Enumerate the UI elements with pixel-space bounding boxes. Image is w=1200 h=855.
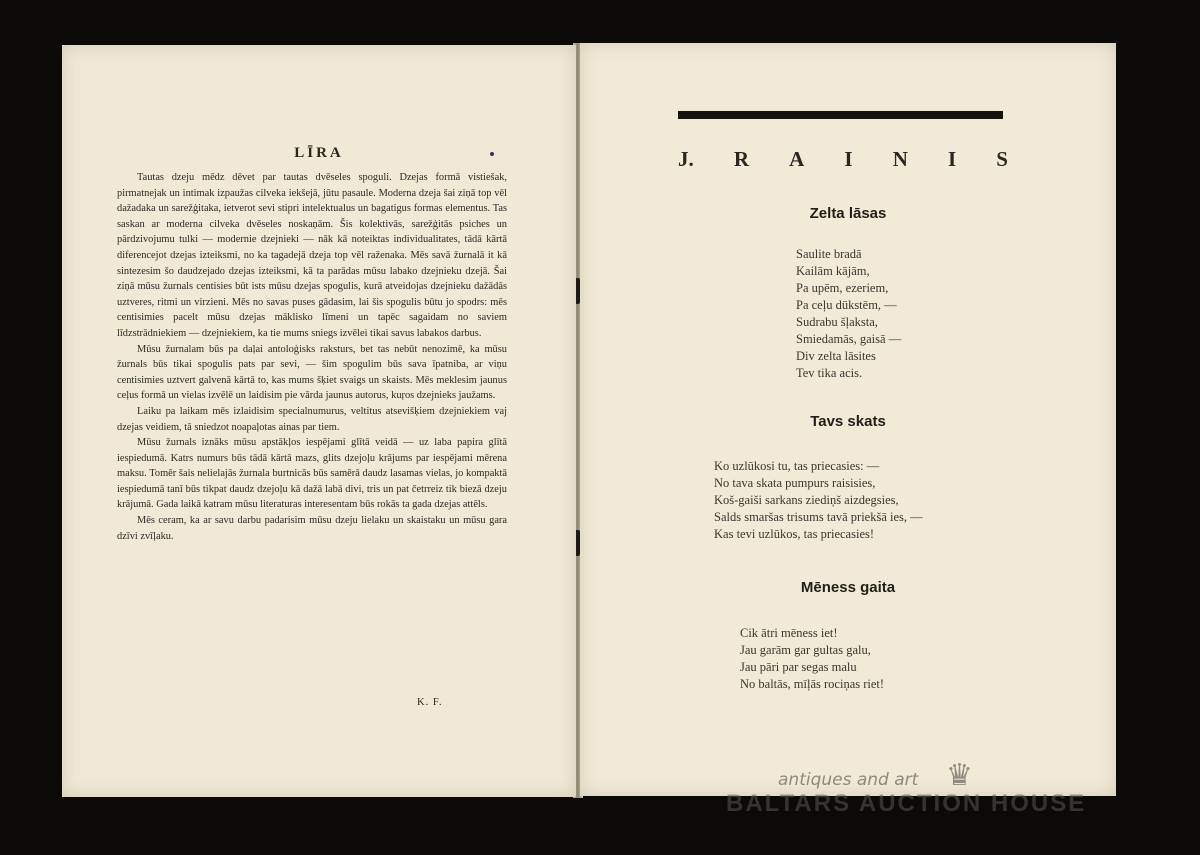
- poem-line: Cik ātri mēness iet!: [740, 626, 838, 640]
- paragraph: Mūsu žurnals iznāks mūsu apstākļos iespējami glītā veidā — uz laba papira glītā iespiedumā. Katrs numurs būs tādā kārtā mazs, glits dzejoļu krājums par iespējami mērena maksu. Tomēr šais nelielajās žurnala burtnicās būs samērā daudz lasamas vielas, jo kompaktā iespiedumā tanī būs tikpat daudz dzejoļu kā dažā labā divi, tris un pat četrreiz tik biezā dzeju krājumā. Gada laikā katram mūsu literaturas interesentam būs rokās ta gada dzejas attēls.: [117, 437, 507, 511]
- poem-line: Kas tevi uzlūkos, tas priecasies!: [714, 527, 875, 541]
- author-name: [678, 147, 1008, 172]
- poem-line: Pa upēm, ezeriem,: [796, 281, 889, 295]
- top-rule: [678, 111, 1003, 119]
- author-letter: N: [892, 147, 908, 171]
- poem-line: Jau pāri par segas malu: [740, 660, 857, 674]
- crown-icon: ♛: [946, 759, 973, 792]
- poem-body: [796, 246, 901, 382]
- author-letter: A: [789, 147, 805, 171]
- poem-line: No tava skata pumpurs raisisies,: [714, 476, 876, 490]
- signature: K. F.: [417, 697, 443, 708]
- watermark-script: antiques and art: [778, 770, 919, 790]
- author-letter: J.: [678, 147, 694, 171]
- poem-line: Div zelta lāsites: [796, 349, 876, 363]
- watermark-house: BALTARS AUCTION HOUSE: [726, 790, 1087, 817]
- author-letter: S: [996, 147, 1008, 171]
- poem-line: Smiedamās, gaisā —: [796, 332, 902, 346]
- poem-line: Salds smaršas trisums tavā priekšā ies, —: [714, 510, 923, 524]
- paragraph: Mūsu žurnalam būs pa daļai antoloģisks raksturs, bet tas nebūt nenozimē, ka mūsu žurnals būs tikai spogulis pats par sevi, — šim spogulim būs sava īpatniba, ar viņu centisimies uztvert galvenā kārtā to, kas mums šķiet svaigs un skaists. Mēs meklesim jaunus ceļus formā un vielas izvēlē un laidisim pie vārda jaunus autorus, kuŗos dzejnieks jaužams.: [117, 343, 507, 402]
- paragraph: Mēs ceram, ka ar savu darbu padarisim mūsu dzeju lielaku un skaistaku un mūsu gara dzīvi zvīļaku.: [117, 515, 507, 542]
- poem-line: Saulite bradā: [796, 247, 862, 261]
- page-title: LĪRA: [294, 145, 344, 161]
- poem-line: Jau garām gar gultas galu,: [740, 643, 871, 657]
- poem-title: Tavs skats: [810, 413, 886, 430]
- author-letter: R: [733, 147, 750, 171]
- poem-line: Tev tika acis.: [796, 366, 863, 380]
- editorial-text: [117, 170, 507, 544]
- poem-line: Ko uzlūkosi tu, tas priecasies: —: [714, 459, 880, 473]
- poem-body: [714, 458, 923, 543]
- ink-dot: [490, 152, 494, 156]
- paragraph: Laiku pa laikam mēs izlaidisim specialnumurus, veltitus atsevišķiem dzejniekiem vaj dzejas veidiem, tā sniedzot noapaļotas ainas par tiem.: [117, 405, 507, 433]
- poem-title: Zelta lāsas: [809, 205, 887, 222]
- right-page: [580, 43, 1116, 796]
- poem-line: Kailām kājām,: [796, 264, 870, 278]
- poem-line: Pa ceļu dūkstēm, —: [796, 298, 897, 312]
- poem-line: Koš-gaiši sarkans ziediņš aizdegsies,: [714, 493, 899, 507]
- author-letter: I: [948, 147, 957, 171]
- poem-line: No baltās, mīļās rociņas riet!: [740, 677, 885, 691]
- poem-line: Sudrabu šļaksta,: [796, 315, 878, 329]
- poem-body: [740, 625, 884, 693]
- author-letter: I: [844, 147, 853, 171]
- left-page: [62, 45, 576, 797]
- paragraph: Tautas dzeju mēdz dēvet par tautas dvēseles spoguli. Dzejas formā vistiešak, pirmatnejak un intimak izpaužas cilveka iekšejā, jūtu pasaule. Moderna dzeja šai ziņā top vēl dažadaka un sarežģitaka, ietverot sevi stipri intelektualus un bagatigus formas elementus. Tas saskan ar moderna cilveka dvēseles noskaņām. Šis kolektivās, sarežģitās psiches un pārdzivojumu tulki — modernie dzejnieki — nāk kā noteiktas individualitates, tādā kārtā diferencejot dzejas izteiksmi, no ka tagadejā dzeja top vēl raženaka. Mēs savā žurnalā it kā sintezesim šo daudzejado dzejas izteiksmi, kā ta parādas mūsu labako dzejnieku dzejā. Šai ziņā mūsu žurnals centisies būt ists mūsu dzejas spogulis, kurā atveidojas dzejnieku dažādās uztveres, ritmi un virzieni. Mēs no savas puses gādasim, lai šis spogulis būtu jo spodrs: mēs centisimies pacelt mūsu dzejas māklisko līmeni un tapēc sagaidam no saviem līdzstrādniekiem — dzejniekiem, ka tie mums sniegs izvēlei tikai savus labakos darbus.: [117, 172, 507, 339]
- poem-title: Mēness gaita: [800, 579, 896, 596]
